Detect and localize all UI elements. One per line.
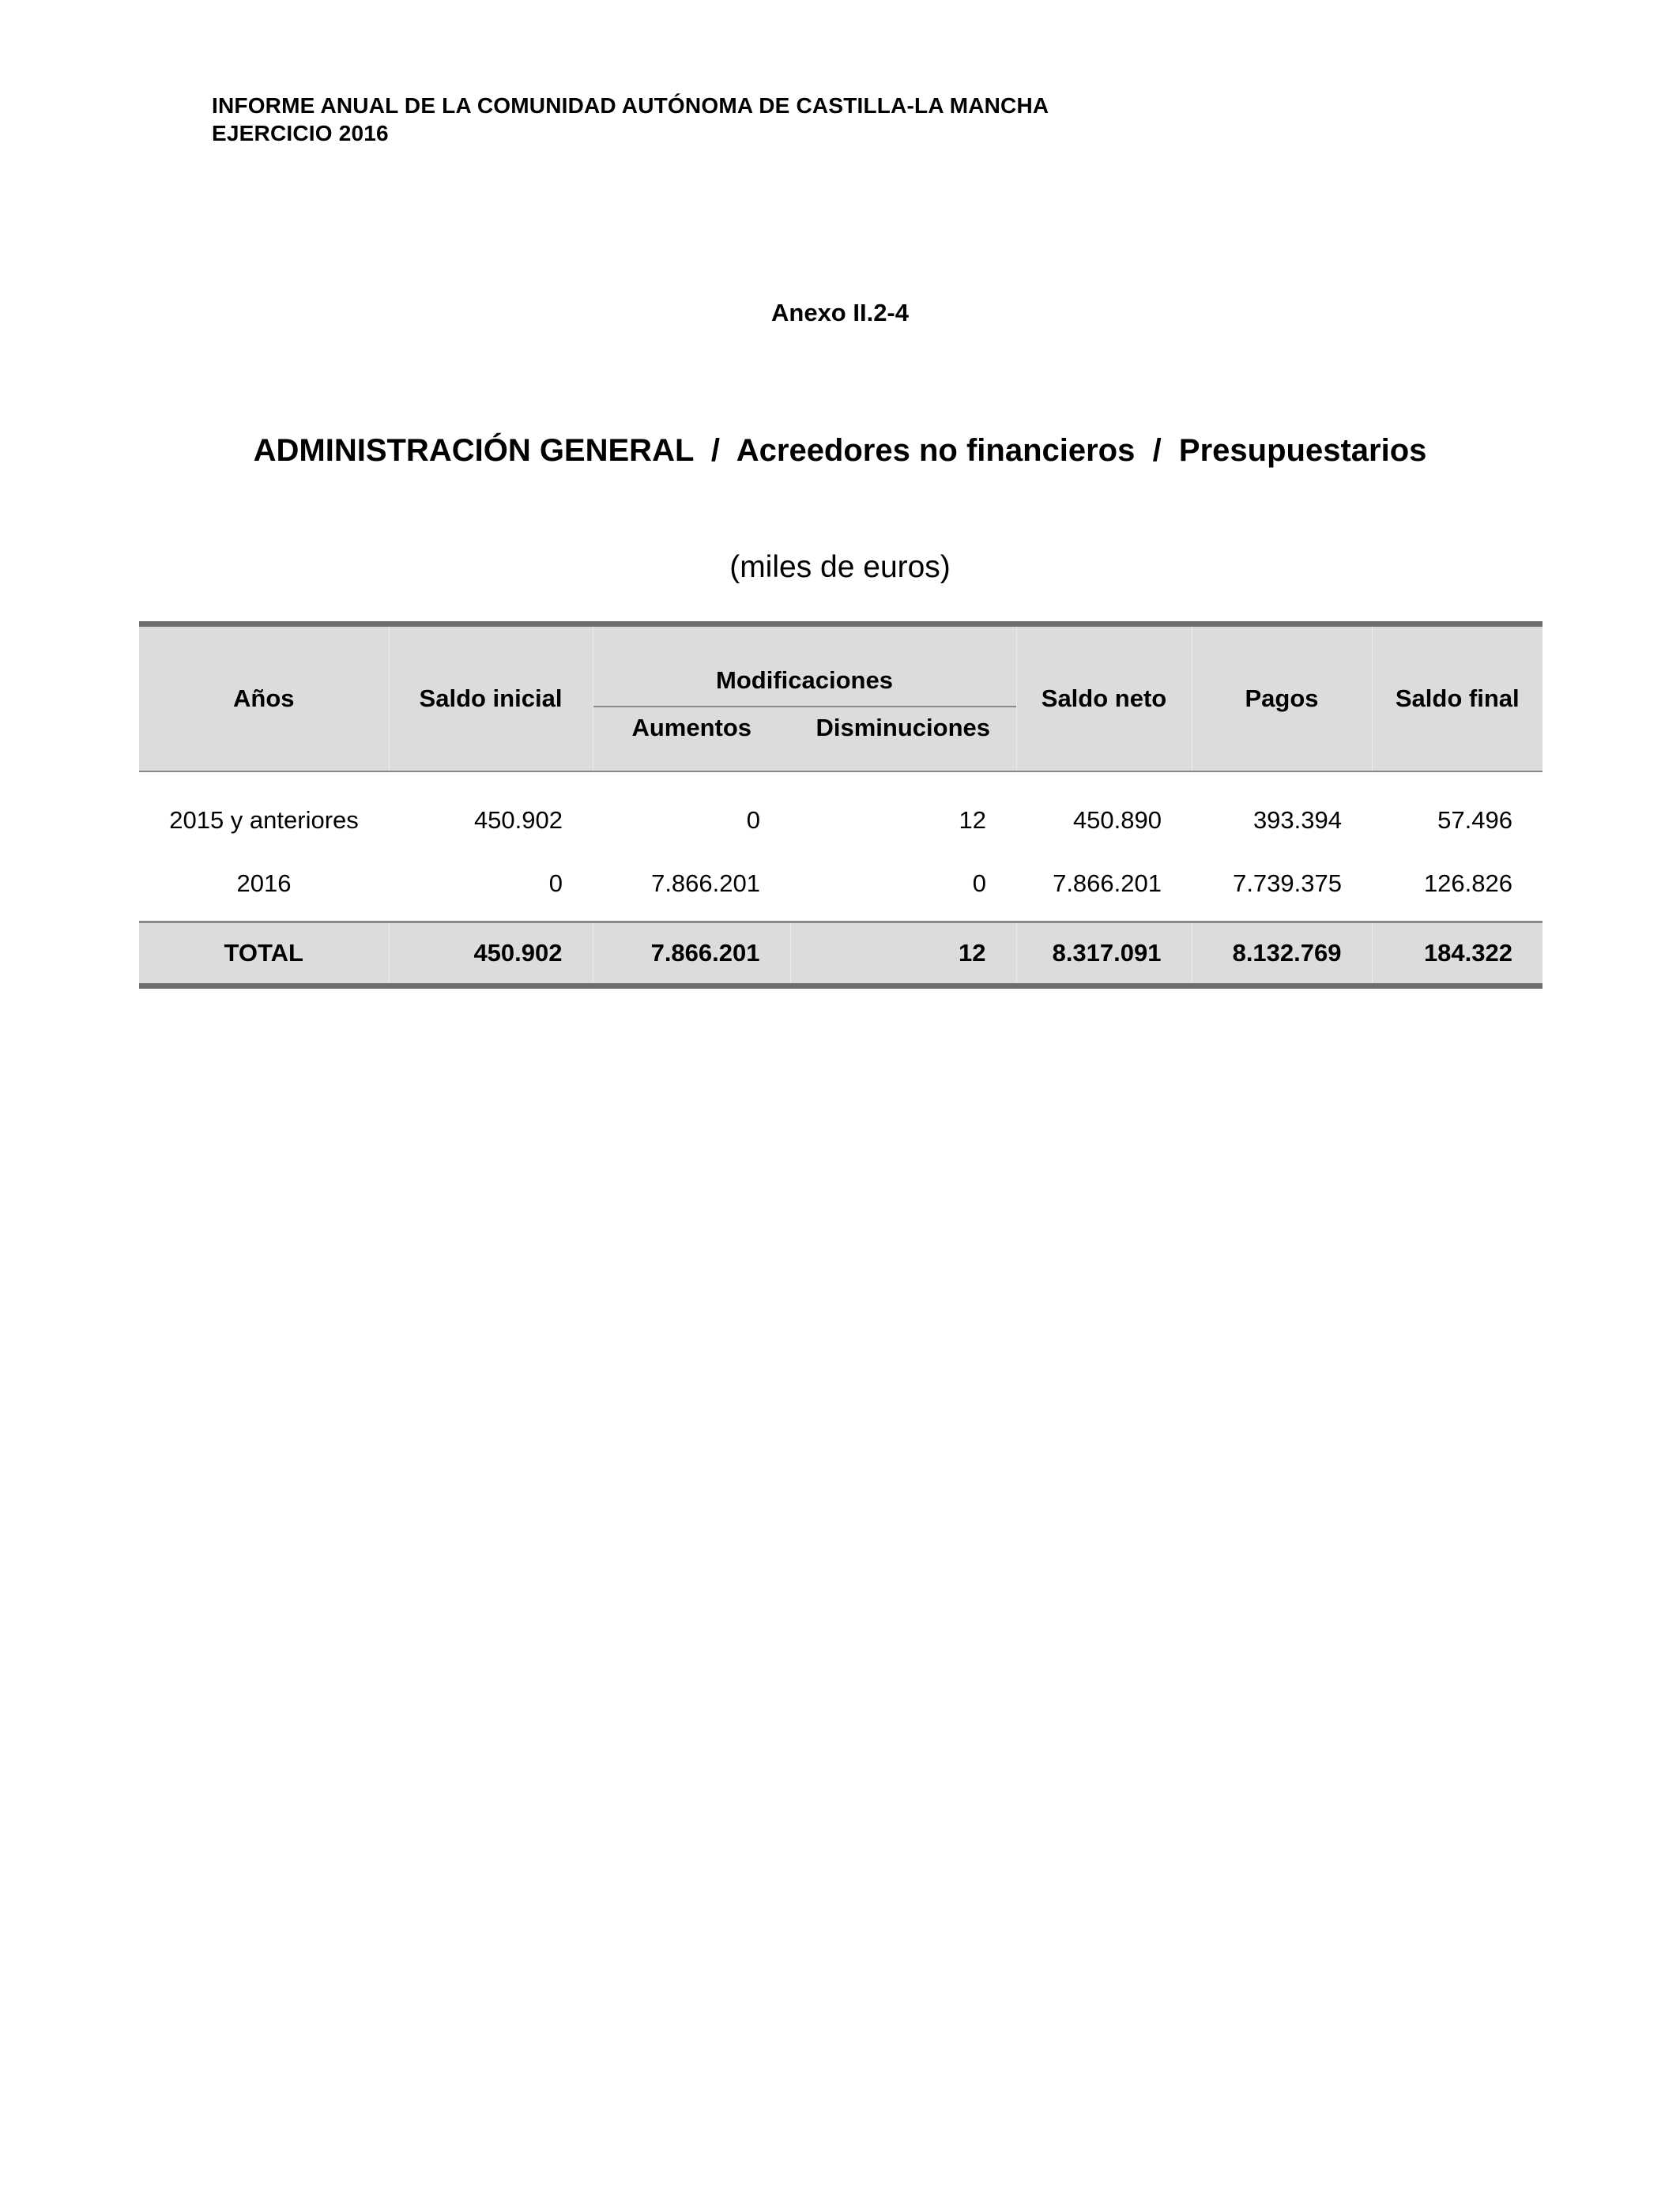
total-initial-balance: 450.902 (389, 922, 593, 986)
cell-payments: 7.739.375 (1233, 869, 1342, 897)
total-final-balance: 184.322 (1372, 922, 1543, 986)
report-header (212, 92, 1049, 147)
cell-net-balance: 450.890 (1072, 806, 1162, 834)
total-label: TOTAL (139, 922, 389, 986)
page-title: ADMINISTRACIÓN GENERAL / Acreedores no financieros / Presupuestarios (253, 433, 1427, 468)
total-payments: 8.132.769 (1192, 922, 1372, 986)
creditors-table (139, 621, 1543, 989)
cell-year: 2016 (236, 869, 292, 897)
cell-final-balance: 126.826 (1423, 869, 1512, 897)
cell-initial-balance: 450.902 (473, 806, 563, 834)
units-label: (miles de euros) (729, 550, 951, 584)
cell-increases: 0 (746, 806, 760, 834)
total-decreases: 12 (790, 922, 1016, 986)
header-payments: Pagos (1192, 624, 1372, 772)
cell-year: 2015 y anteriores (169, 806, 359, 834)
header-years: Años (139, 624, 389, 772)
header-decreases: Disminuciones (790, 707, 1016, 771)
table-row (139, 846, 1543, 922)
header-increases: Aumentos (593, 707, 790, 771)
creditors-table-wrapper (139, 621, 1543, 989)
cell-decreases: 12 (959, 806, 986, 834)
header-modifications: Modificaciones (593, 624, 1016, 708)
total-net-balance: 8.317.091 (1016, 922, 1192, 986)
table-row (139, 771, 1543, 846)
report-title-line: INFORME ANUAL DE LA COMUNIDAD AUTÓNOMA DE CASTILLA-LA MANCHA (212, 93, 1049, 118)
cell-decreases: 0 (972, 869, 986, 897)
annex-label: Anexo II.2-4 (771, 299, 909, 326)
table-total-row (139, 922, 1543, 986)
cell-final-balance: 57.496 (1437, 806, 1512, 834)
report-year-line: EJERCICIO 2016 (212, 121, 389, 145)
cell-net-balance: 7.866.201 (1053, 869, 1162, 897)
total-increases: 7.866.201 (593, 922, 790, 986)
cell-initial-balance: 0 (548, 869, 563, 897)
cell-increases: 7.866.201 (651, 869, 760, 897)
header-final-balance: Saldo final (1372, 624, 1543, 772)
header-initial-balance: Saldo inicial (389, 624, 593, 772)
cell-payments: 393.394 (1252, 806, 1342, 834)
table-header-row (139, 624, 1543, 708)
header-net-balance: Saldo neto (1016, 624, 1192, 772)
